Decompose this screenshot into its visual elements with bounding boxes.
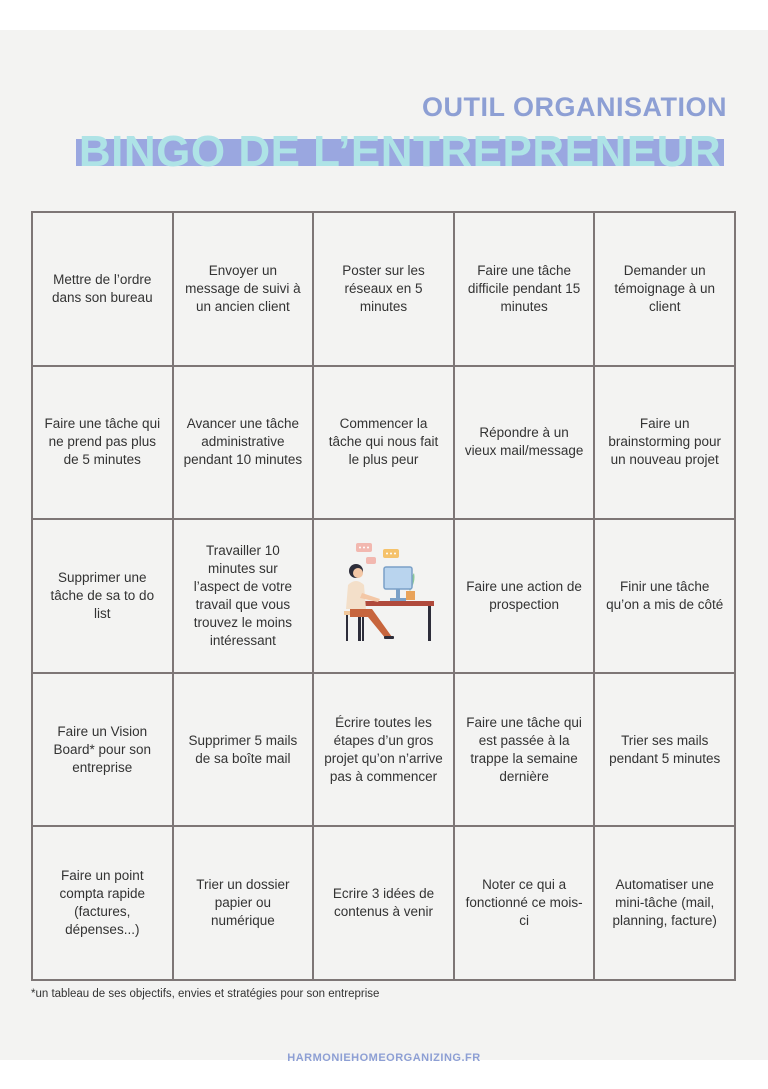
desk-icon (356, 601, 434, 606)
bingo-cell[interactable] (594, 826, 735, 980)
bingo-cell-text: Trier un dossier papier ou numérique (196, 877, 290, 929)
footnote: *un tableau de ses objectifs, envies et stratégies pour son entreprise (31, 988, 380, 1000)
bingo-cell[interactable] (594, 673, 735, 827)
bingo-cell[interactable] (313, 212, 454, 366)
bingo-cell-text: Commencer la tâche qui nous fait le plus peur (328, 416, 439, 468)
bingo-cell-text: Supprimer 5 mails de sa boîte mail (188, 732, 298, 766)
bingo-cell-text: Faire une action de prospection (466, 578, 582, 612)
page-subtitle: OUTIL ORGANISATION (422, 92, 727, 122)
bingo-cell-text: Faire un Vision Board* pour son entreprise (53, 723, 152, 775)
bingo-cell[interactable] (32, 519, 173, 673)
bingo-cell[interactable] (313, 366, 454, 520)
bingo-cell[interactable] (32, 673, 173, 827)
bingo-cell-text: Répondre à un vieux mail/message (464, 425, 584, 459)
bingo-center-cell[interactable] (313, 519, 454, 673)
bingo-cell-text: Faire une tâche qui est passée à la trappe la semaine dernière (466, 714, 582, 784)
bingo-cell-text: Supprimer une tâche de sa to do list (50, 569, 155, 621)
bingo-cell[interactable] (32, 212, 173, 366)
website-link[interactable]: HARMONIEHOMEORGANIZING.FR (287, 1052, 481, 1064)
bingo-cell[interactable] (313, 826, 454, 980)
bingo-cell[interactable] (173, 673, 314, 827)
bingo-cell-text: Poster sur les réseaux en 5 minutes (342, 262, 425, 314)
bingo-cell[interactable] (173, 826, 314, 980)
bingo-cell[interactable] (32, 826, 173, 980)
woman-at-desk-illustration (328, 541, 438, 651)
bingo-cell-text: Faire un point compta rapide (factures, dépenses...) (59, 868, 146, 938)
bingo-cell[interactable] (594, 366, 735, 520)
title-block (76, 127, 724, 176)
bingo-cell[interactable] (454, 826, 595, 980)
bingo-cell[interactable] (173, 519, 314, 673)
bingo-cell-text: Écrire toutes les étapes d’un gros projet qu’on n’arrive pas à commencer (324, 714, 443, 784)
bingo-cell[interactable] (594, 519, 735, 673)
bingo-cell-text: Travailler 10 minutes sur l’aspect de votre travail que vous trouvez le moins intéressant (193, 542, 293, 648)
bingo-cell[interactable] (454, 519, 595, 673)
bingo-cell[interactable] (594, 212, 735, 366)
bingo-cell-text: Automatiser une mini-tâche (mail, planning, facture) (612, 877, 717, 929)
bingo-grid (31, 211, 736, 981)
bingo-cell[interactable] (454, 366, 595, 520)
bingo-cell-text: Finir une tâche qu’on a mis de côté (606, 578, 724, 612)
page-title: BINGO DE L’ENTREPRENEUR (78, 127, 722, 176)
bingo-cell-text: Faire une tâche qui ne prend pas plus de 5 minutes (44, 416, 161, 468)
bingo-cell[interactable] (173, 366, 314, 520)
bingo-cell[interactable] (454, 673, 595, 827)
page (0, 30, 768, 1064)
bingo-cell-text: Trier ses mails pendant 5 minutes (609, 732, 721, 766)
bingo-cell-text: Envoyer un message de suivi à un ancien client (185, 262, 301, 314)
bingo-cell-text: Faire une tâche difficile pendant 15 minutes (467, 262, 581, 314)
monitor-icon (384, 567, 412, 589)
bingo-cell[interactable] (32, 366, 173, 520)
speech-bubble-icon (366, 557, 376, 564)
bingo-cell[interactable] (173, 212, 314, 366)
bingo-cell-text: Demander un témoignage à un client (614, 262, 715, 314)
bingo-cell-text: Noter ce qui a fonctionné ce mois-ci (465, 877, 583, 929)
bingo-cell-text: Ecrire 3 idées de contenus à venir (332, 886, 435, 920)
bingo-cell-text: Mettre de l’ordre dans son bureau (52, 271, 153, 305)
bingo-cell[interactable] (454, 212, 595, 366)
bingo-cell-text: Faire un brainstorming pour un nouveau projet (608, 416, 721, 468)
bingo-cell-text: Avancer une tâche administrative pendant 10 minutes (183, 416, 303, 468)
bingo-cell[interactable] (313, 673, 454, 827)
